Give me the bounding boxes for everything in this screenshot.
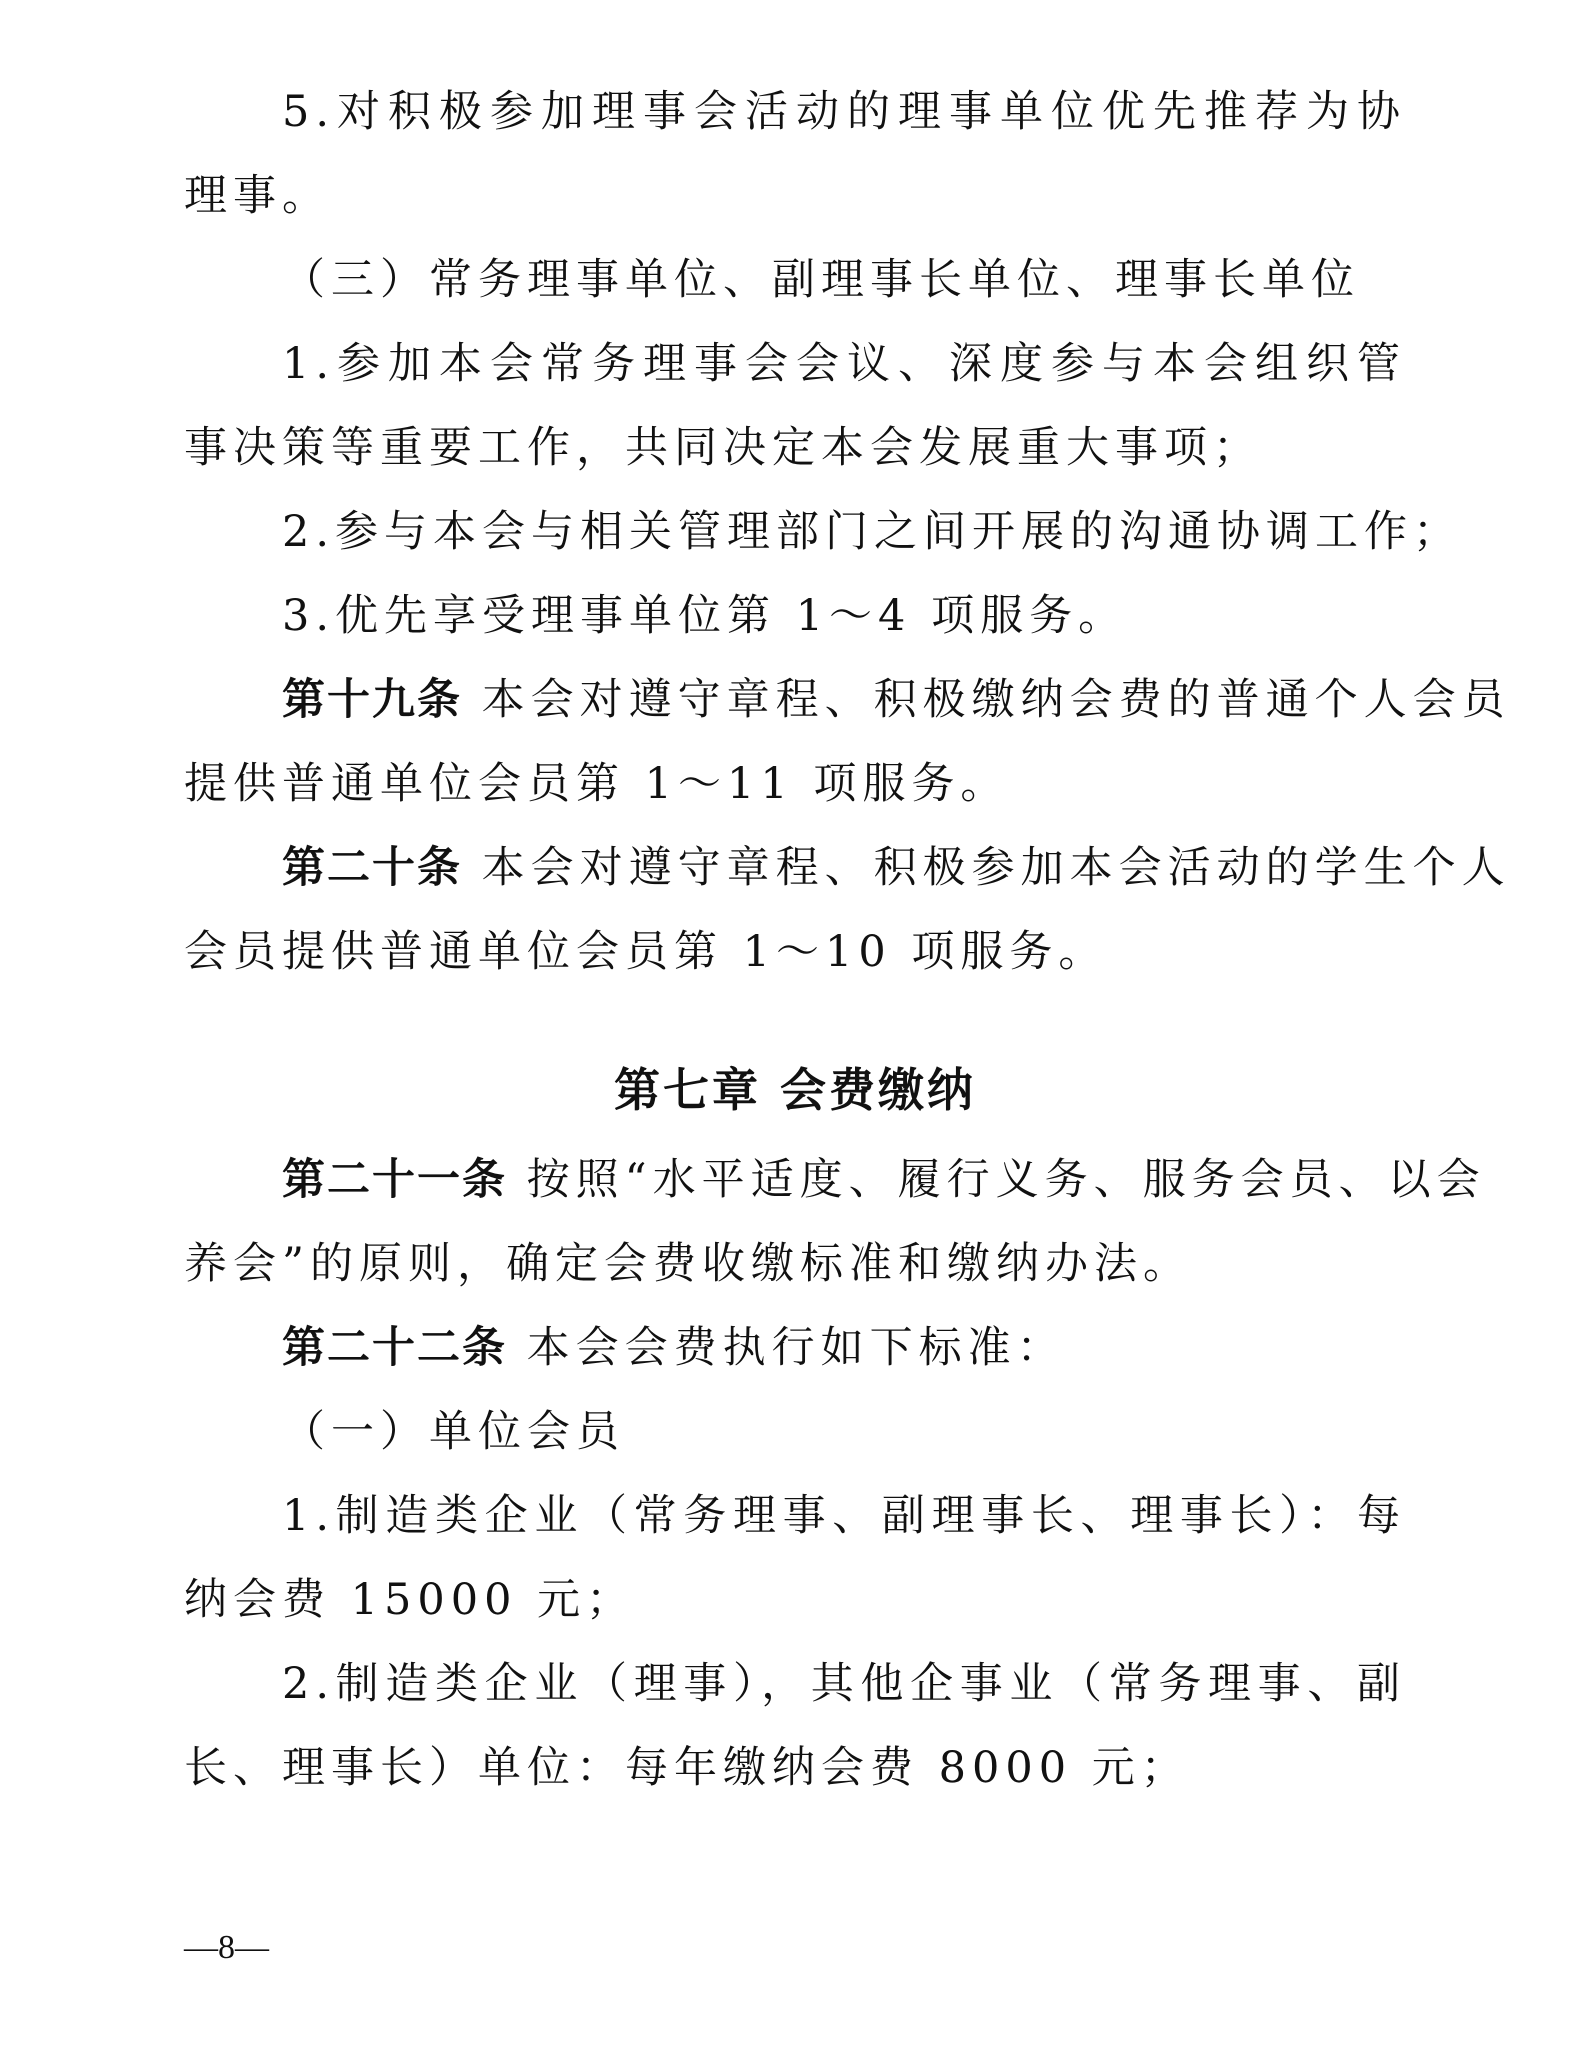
paragraph-line: 1.参加本会常务理事会会议、深度参与本会组织管 bbox=[282, 339, 1406, 389]
article-line bbox=[282, 1150, 1486, 1210]
paragraph-line: 理事。 bbox=[184, 171, 331, 221]
article-text: 本会对遵守章程、积极缴纳会费的普通个人会员 bbox=[462, 675, 1511, 725]
paragraph-line: 2.参与本会与相关管理部门之间开展的沟通协调工作； bbox=[282, 507, 1463, 557]
paragraph-line: 纳会费 15000 元； bbox=[184, 1575, 636, 1625]
article-text: 按照“水平适度、履行义务、服务会员、以会 bbox=[507, 1155, 1486, 1205]
page-number: —8— bbox=[184, 1929, 269, 1966]
article-text: 本会对遵守章程、积极参加本会活动的学生个人 bbox=[462, 843, 1511, 893]
section-heading: （一）单位会员 bbox=[282, 1407, 625, 1457]
paragraph-line: 提供普通单位会员第 1～11 项服务。 bbox=[184, 759, 1010, 809]
paragraph-line: 养会”的原则，确定会费收缴标准和缴纳办法。 bbox=[184, 1239, 1192, 1289]
article-line bbox=[282, 670, 1511, 730]
article-label: 第二十条 bbox=[282, 843, 462, 893]
paragraph-line: 事决策等重要工作，共同决定本会发展重大事项； bbox=[184, 423, 1262, 473]
article-line bbox=[282, 1318, 1406, 1378]
article-label: 第二十二条 bbox=[282, 1323, 507, 1373]
paragraph-line: 1.制造类企业（常务理事、副理事长、理事长）：每 bbox=[282, 1491, 1406, 1541]
article-text: 本会会费执行如下标准： bbox=[507, 1323, 1066, 1373]
article-line bbox=[282, 838, 1511, 898]
paragraph-line: 3.优先享受理事单位第 1～4 项服务。 bbox=[282, 591, 1128, 641]
chapter-heading: 第七章 会费缴纳 bbox=[613, 1063, 976, 1117]
paragraph-line: 2.制造类企业（理事），其他企事业（常务理事、副 bbox=[282, 1659, 1406, 1709]
article-label: 第二十一条 bbox=[282, 1155, 507, 1205]
paragraph-line: 5.对积极参加理事会活动的理事单位优先推荐为协 bbox=[282, 87, 1406, 137]
paragraph-line: 长、理事长）单位：每年缴纳会费 8000 元； bbox=[184, 1743, 1190, 1793]
section-heading: （三）常务理事单位、副理事长单位、理事长单位 bbox=[282, 255, 1360, 305]
paragraph-line: 会员提供普通单位会员第 1～10 项服务。 bbox=[184, 927, 1108, 977]
article-label: 第十九条 bbox=[282, 675, 462, 725]
